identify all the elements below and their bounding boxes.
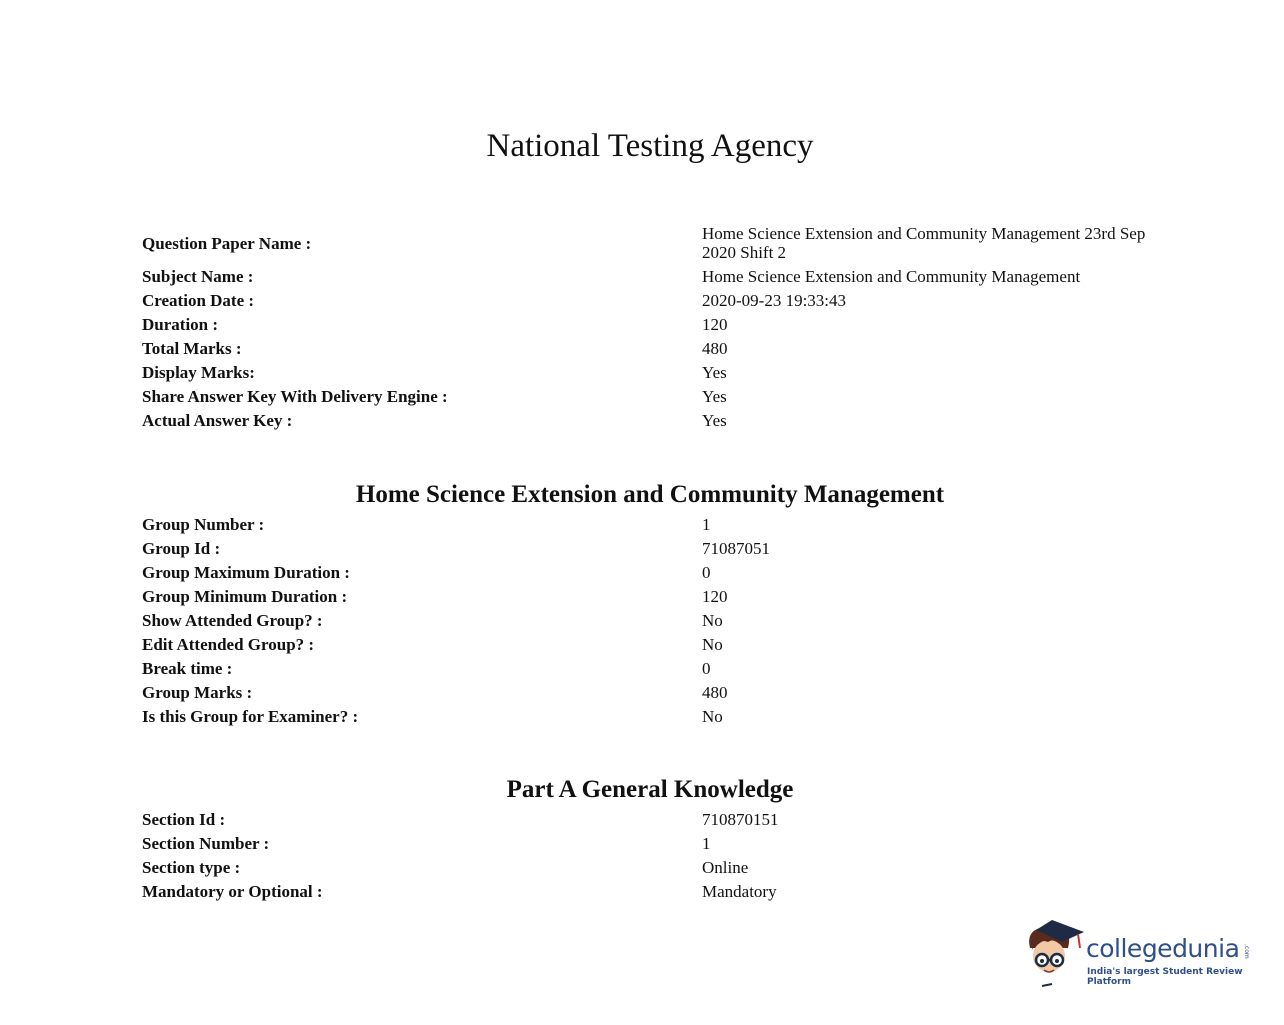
- table-row: [142, 224, 1172, 262]
- collegedunia-logo: [1022, 918, 1258, 990]
- actual-answer-key-label: Actual Answer Key :: [142, 411, 293, 430]
- table-row: [142, 267, 1172, 286]
- group-id-label: Group Id :: [142, 539, 221, 558]
- edit-attended-group-value: No: [702, 635, 723, 654]
- group-for-examiner-value: No: [702, 707, 723, 726]
- table-row: [142, 411, 1172, 430]
- table-row: [142, 858, 1172, 877]
- show-attended-group-label: Show Attended Group? :: [142, 611, 323, 630]
- subject-name-value: Home Science Extension and Community Management: [702, 267, 1081, 286]
- group-for-examiner-label: Is this Group for Examiner? :: [142, 707, 359, 726]
- group-min-duration-label: Group Minimum Duration :: [142, 587, 348, 606]
- page-title: National Testing Agency: [486, 128, 814, 164]
- duration-value: 120: [702, 315, 728, 334]
- table-row: [142, 659, 1172, 678]
- group-number-value: 1: [702, 515, 711, 534]
- logo-wordmark: collegedunia: [1086, 934, 1240, 963]
- table-row: [142, 587, 1172, 606]
- section-info-table: [142, 810, 1172, 906]
- table-row: [142, 563, 1172, 582]
- section-type-value: Online: [702, 858, 749, 877]
- graduate-mascot-icon: [1022, 918, 1086, 988]
- group-id-value: 71087051: [702, 539, 770, 558]
- group-number-label: Group Number :: [142, 515, 265, 534]
- table-row: [142, 291, 1172, 310]
- table-row: [142, 339, 1172, 358]
- subject-name-label: Subject Name :: [142, 267, 254, 286]
- share-answer-key-label: Share Answer Key With Delivery Engine :: [142, 387, 448, 406]
- table-row: [142, 515, 1172, 534]
- group-heading: Home Science Extension and Community Management: [355, 481, 945, 508]
- table-row: [142, 635, 1172, 654]
- group-max-duration-label: Group Maximum Duration :: [142, 563, 350, 582]
- table-row: [142, 539, 1172, 558]
- table-row: [142, 315, 1172, 334]
- question-paper-name-label: Question Paper Name :: [142, 233, 312, 253]
- mandatory-optional-value: Mandatory: [702, 882, 777, 901]
- section-id-label: Section Id :: [142, 810, 226, 829]
- section-number-value: 1: [702, 834, 711, 853]
- table-row: [142, 810, 1172, 829]
- section-type-label: Section type :: [142, 858, 241, 877]
- display-marks-value: Yes: [702, 363, 727, 382]
- table-row: [142, 707, 1172, 726]
- edit-attended-group-label: Edit Attended Group? :: [142, 635, 315, 654]
- section-id-value: 710870151: [702, 810, 779, 829]
- duration-label: Duration :: [142, 315, 219, 334]
- show-attended-group-value: No: [702, 611, 723, 630]
- table-row: [142, 387, 1172, 406]
- section-number-label: Section Number :: [142, 834, 270, 853]
- table-row: [142, 611, 1172, 630]
- logo-tagline: India's largest Student Review Platform: [1087, 967, 1243, 987]
- actual-answer-key-value: Yes: [702, 411, 727, 430]
- creation-date-value: 2020-09-23 19:33:43: [702, 291, 847, 310]
- group-min-duration-value: 120: [702, 587, 728, 606]
- group-max-duration-value: 0: [702, 563, 711, 582]
- section-heading: Part A General Knowledge: [506, 776, 794, 803]
- total-marks-label: Total Marks :: [142, 339, 242, 358]
- creation-date-label: Creation Date :: [142, 291, 255, 310]
- paper-info-table: [142, 224, 1172, 435]
- group-info-table: [142, 515, 1172, 731]
- question-paper-name-value: Home Science Extension and Community Management 23rd Sep 2020 Shift 2: [702, 224, 1146, 262]
- break-time-value: 0: [702, 659, 711, 678]
- share-answer-key-value: Yes: [702, 387, 727, 406]
- display-marks-label: Display Marks:: [142, 363, 255, 382]
- table-row: [142, 834, 1172, 853]
- group-marks-label: Group Marks :: [142, 683, 253, 702]
- break-time-label: Break time :: [142, 659, 233, 678]
- table-row: [142, 882, 1172, 901]
- table-row: [142, 683, 1172, 702]
- logo-domain-suffix: .com: [1243, 944, 1250, 959]
- mandatory-optional-label: Mandatory or Optional :: [142, 882, 323, 901]
- group-marks-value: 480: [702, 683, 728, 702]
- total-marks-value: 480: [702, 339, 728, 358]
- table-row: [142, 363, 1172, 382]
